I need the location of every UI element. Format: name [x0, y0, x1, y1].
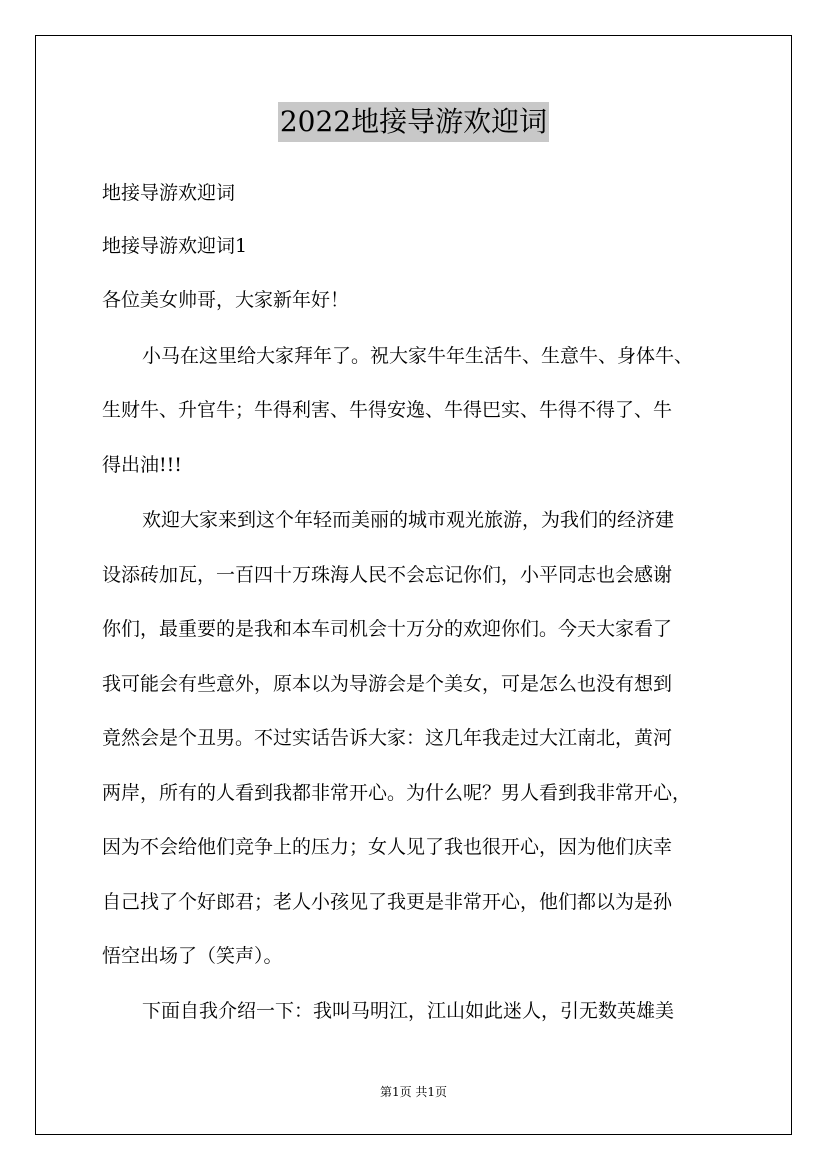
text-line: 自己找了个好郎君；老人小孩见了我更是非常开心，他们都以为是孙	[102, 891, 673, 913]
text-line: 因为不会给他们竞争上的压力；女人见了我也很开心，因为他们庆幸	[102, 836, 673, 858]
text-line: 生财牛、升官牛；牛得利害、牛得安逸、牛得巴实、牛得不得了、牛	[102, 399, 673, 421]
page-number-label: 第1页 共1页	[379, 1085, 448, 1099]
text-line: 悟空出场了（笑声）。	[102, 945, 283, 967]
title-container	[0, 102, 827, 142]
text-line: 各位美女帅哥，大家新年好！	[102, 289, 350, 311]
text-line: 两岸，所有的人看到我都非常开心。为什么呢？男人看到我非常开心，	[102, 782, 692, 804]
text-line: 设添砖加瓦，一百四十万珠海人民不会忘记你们，小平同志也会感谢	[102, 564, 673, 586]
text-line: 小马在这里给大家拜年了。祝大家牛年生活牛、生意牛、身体牛、	[142, 345, 694, 367]
text-line: 地接导游欢迎词	[102, 182, 236, 204]
page-footer	[0, 1083, 827, 1100]
text-line: 下面自我介绍一下：我叫马明江，江山如此迷人，引无数英雄美	[142, 1000, 675, 1022]
text-line: 我可能会有些意外，原本以为导游会是个美女，可是怎么也没有想到	[102, 673, 673, 695]
text-line: 地接导游欢迎词1	[102, 235, 248, 257]
text-line: 欢迎大家来到这个年轻而美丽的城市观光旅游，为我们的经济建	[142, 509, 675, 531]
document-title: 2022地接导游欢迎词	[278, 102, 549, 142]
text-line: 竟然会是个丑男。不过实话告诉大家：这几年我走过大江南北，黄河	[102, 727, 673, 749]
text-line: 得出油!!!	[102, 454, 182, 476]
text-line: 你们，最重要的是我和本车司机会十万分的欢迎你们。今天大家看了	[102, 618, 673, 640]
